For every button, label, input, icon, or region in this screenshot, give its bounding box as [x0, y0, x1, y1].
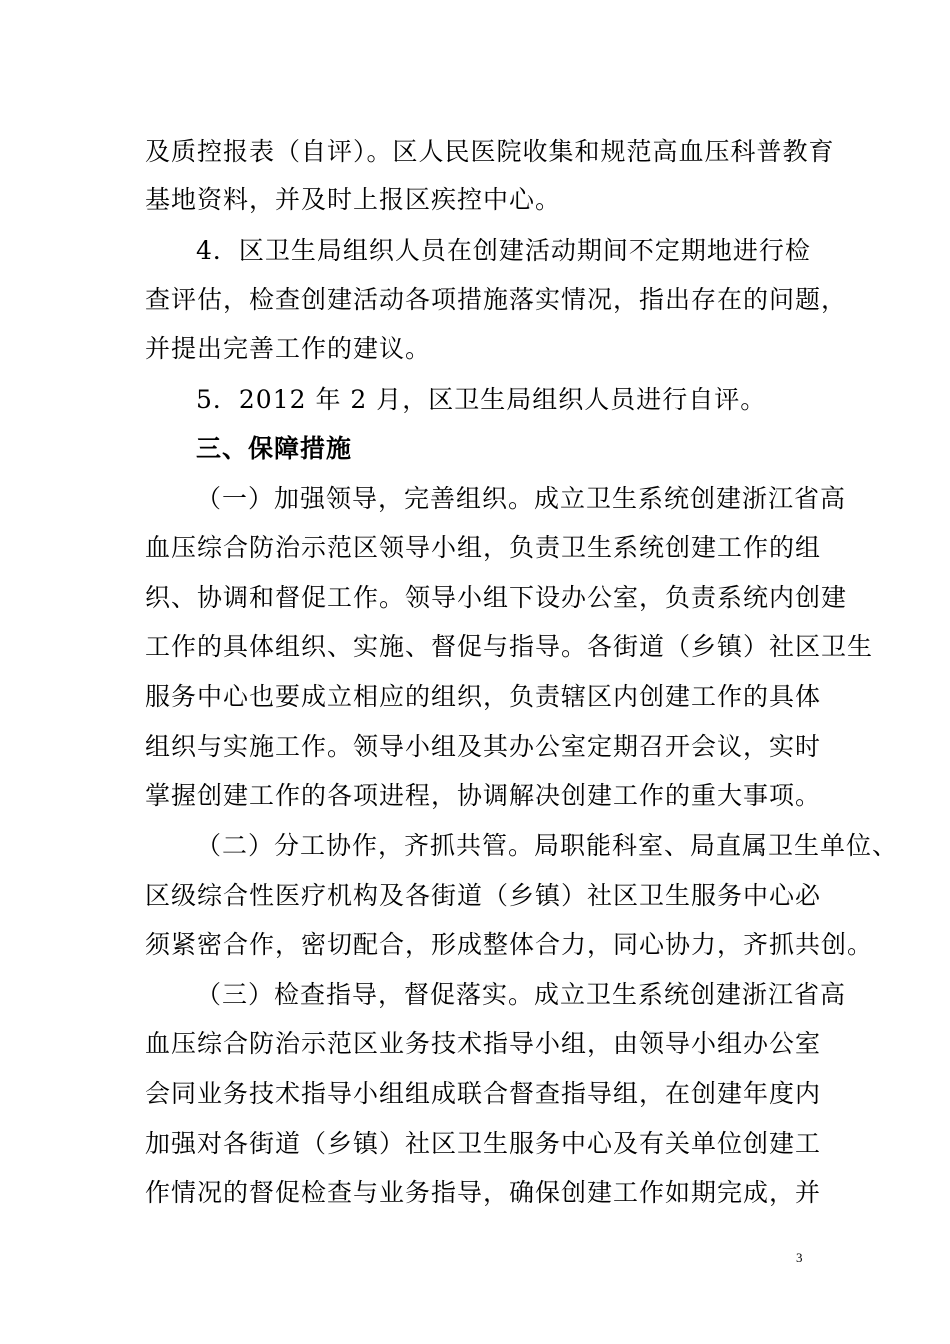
page-number: 3: [796, 1250, 803, 1265]
body-text-line: 工作的具体组织、实施、督促与指导。各街道（乡镇）社区卫生: [145, 632, 874, 661]
body-text-line: （二）分工协作，齐抓共管。局职能科室、局直属卫生单位、: [196, 831, 899, 860]
body-text-line: 4．区卫生局组织人员在创建活动期间不定期地进行检: [196, 236, 811, 265]
body-text-line: 区级综合性医疗机构及各街道（乡镇）社区卫生服务中心必: [145, 881, 822, 910]
body-text-line: 5．2012 年 2 月，区卫生局组织人员进行自评。: [196, 385, 767, 414]
body-text-line: 服务中心也要成立相应的组织，负责辖区内创建工作的具体: [145, 682, 822, 711]
body-text-line: 基地资料，并及时上报区疾控中心。: [145, 185, 562, 214]
body-text-line: 织、协调和督促工作。领导小组下设办公室，负责系统内创建: [145, 583, 848, 612]
section-heading: 三、保障措施: [196, 434, 353, 463]
body-text-line: 及质控报表（自评）。区人民医院收集和规范高血压科普教育: [145, 137, 835, 166]
body-text-line: 加强对各街道（乡镇）社区卫生服务中心及有关单位创建工: [145, 1129, 822, 1158]
body-text-line: 掌握创建工作的各项进程，协调解决创建工作的重大事项。: [145, 781, 822, 810]
body-text-line: 查评估，检查创建活动各项措施落实情况，指出存在的问题，: [145, 285, 848, 314]
body-text-line: 须紧密合作，密切配合，形成整体合力，同心协力，齐抓共创。: [145, 930, 874, 959]
body-text-line: 血压综合防治示范区业务技术指导小组，由领导小组办公室: [145, 1029, 822, 1058]
body-text-line: （三）检查指导，督促落实。成立卫生系统创建浙江省高: [196, 980, 847, 1009]
body-text-line: 组织与实施工作。领导小组及其办公室定期召开会议，实时: [145, 732, 822, 761]
body-text-line: 会同业务技术指导小组组成联合督查指导组，在创建年度内: [145, 1079, 822, 1108]
body-text-line: 并提出完善工作的建议。: [145, 334, 432, 363]
body-text-line: 血压综合防治示范区领导小组，负责卫生系统创建工作的组: [145, 533, 822, 562]
body-text-line: （一）加强领导，完善组织。成立卫生系统创建浙江省高: [196, 484, 847, 513]
body-text-line: 作情况的督促检查与业务指导，确保创建工作如期完成，并: [145, 1178, 822, 1207]
